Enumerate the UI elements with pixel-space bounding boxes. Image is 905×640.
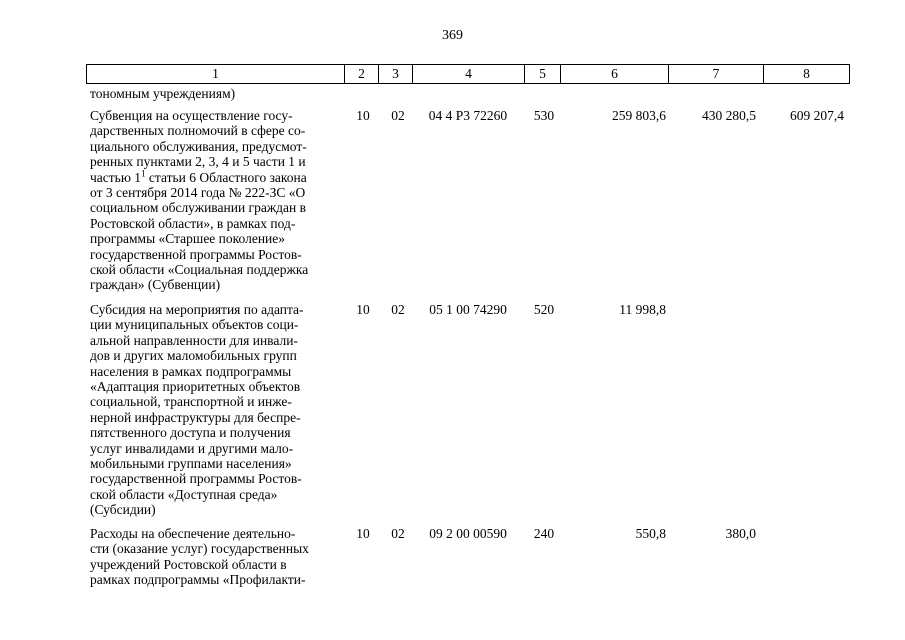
table-header (86, 64, 850, 84)
desc-line: нерной инфраструктуры для беспре- (90, 409, 301, 425)
desc-line: ской области «Доступная среда» (90, 486, 278, 502)
desc-line: государственной программы Ростов- (90, 471, 302, 487)
header-col-8: 8 (764, 65, 850, 83)
desc-line: социальном обслуживании граждан в (90, 200, 306, 216)
desc-line-head: частью 1 (90, 169, 142, 185)
amount-col-6: 259 803,6 (612, 108, 666, 123)
desc-line: рамках подпрограммы «Профилакти- (90, 572, 306, 588)
desc-line: (Субсидии) (90, 502, 156, 518)
amount-col-7: 430 280,5 (702, 108, 756, 123)
target-article-code: 09 2 00 00590 (429, 526, 507, 541)
header-col-3: 3 (379, 65, 413, 83)
desc-line: услуг инвалидами и другими мало- (90, 440, 294, 456)
desc-line (90, 170, 343, 185)
header-col-6: 6 (561, 65, 669, 83)
desc-line: государственной программы Ростов- (90, 246, 302, 262)
subsection-code: 02 (391, 302, 405, 317)
desc-line: ции муниципальных объектов соци- (90, 317, 299, 333)
section-code: 10 (356, 526, 370, 541)
expense-type-code: 520 (533, 302, 555, 317)
amount-col-7: 380,0 (725, 526, 756, 541)
desc-line: пятственного доступа и получения (90, 425, 291, 441)
subsection-code: 02 (391, 108, 405, 123)
header-col-1: 1 (87, 65, 345, 83)
desc-line: дов и других маломобильных групп (90, 348, 297, 364)
header-col-5: 5 (525, 65, 561, 83)
desc-line: циального обслуживания, предусмот- (90, 138, 307, 154)
desc-line: «Адаптация приоритетных объектов (90, 379, 301, 395)
row-description (90, 526, 343, 588)
row-description (90, 108, 343, 293)
page-number: 369 (442, 28, 463, 43)
desc-line-tail: статьи 6 Областного закона (145, 169, 307, 185)
continuation-text: тономным учреждениям) (90, 86, 236, 101)
section-code: 10 (356, 108, 370, 123)
desc-line: Субвенция на осуществление госу- (90, 108, 293, 123)
section-code: 10 (356, 302, 370, 317)
amount-col-8: 609 207,4 (790, 108, 844, 123)
desc-line: программы «Старшее поколение» (90, 231, 286, 247)
desc-line: мобильными группами населения» (90, 456, 292, 472)
desc-line: граждан» (Субвенции) (90, 277, 221, 293)
subsection-code: 02 (391, 526, 405, 541)
row-description (90, 302, 343, 518)
desc-line: населения в рамках подпрограммы (90, 363, 292, 379)
desc-line: дарственных полномочий в сфере со- (90, 123, 306, 139)
desc-line: ской области «Социальная поддержка (90, 262, 309, 278)
desc-line: социальной, транспортной и инже- (90, 394, 292, 410)
amount-col-6: 11 998,8 (619, 302, 666, 317)
header-col-7: 7 (669, 65, 764, 83)
target-article-code: 04 4 P3 72260 (428, 108, 508, 123)
header-col-2: 2 (345, 65, 379, 83)
desc-line: от 3 сентября 2014 года № 222-ЗС «О (90, 185, 306, 201)
target-article-code: 05 1 00 74290 (429, 302, 507, 317)
desc-line: Субсидия на мероприятия по адапта- (90, 302, 304, 317)
desc-line: Расходы на обеспечение деятельно- (90, 526, 296, 541)
superscript: 1 (141, 168, 146, 179)
desc-line: Ростовской области», в рамках под- (90, 215, 296, 231)
desc-line: учреждений Ростовской области в (90, 556, 287, 572)
expense-type-code: 240 (533, 526, 555, 541)
desc-line: альной направленности для инвали- (90, 332, 298, 348)
desc-line: сти (оказание услуг) государственных (90, 541, 309, 557)
amount-col-6: 550,8 (635, 526, 666, 541)
expense-type-code: 530 (533, 108, 555, 123)
header-col-4: 4 (413, 65, 525, 83)
desc-line: ренных пунктами 2, 3, 4 и 5 части 1 и (90, 154, 306, 170)
